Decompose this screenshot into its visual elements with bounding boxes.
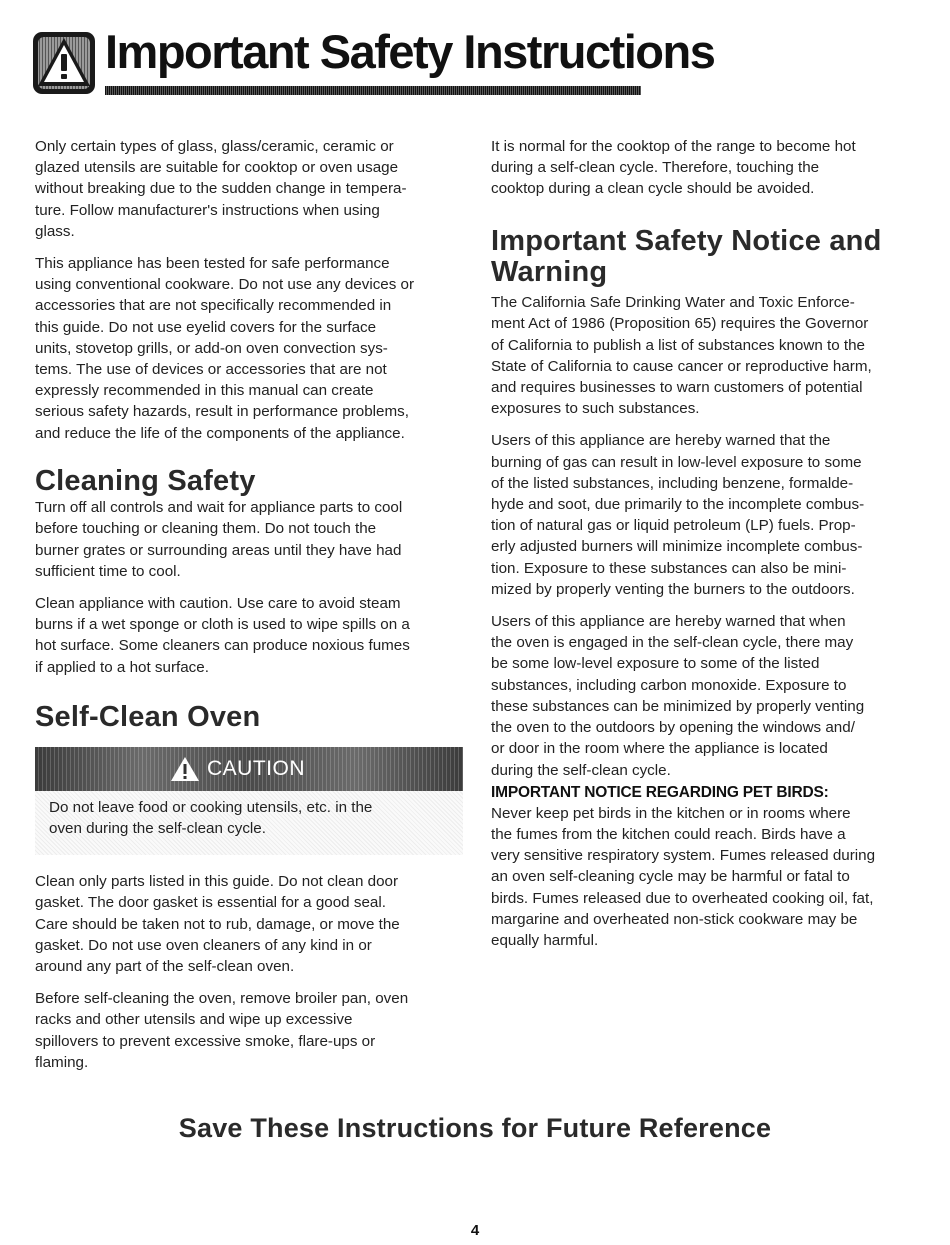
right-column [491,136,919,962]
section-heading-cleaning-safety: Cleaning Safety [35,464,256,497]
page-number: 4 [470,1222,480,1239]
page-header [33,25,715,98]
caution-body [35,791,463,855]
cleaning-safety-paragraph: Turn off all controls and wait for appliance parts to cool before touching or cleaning them. Do not touch the burner grates or surrounding areas until they have had sufficient time to cool. [35,499,403,580]
intro-paragraph-glass: Only certain types of glass, glass/ceramic, ceramic or glazed utensils are suitable for cooktop or oven usage without breaking due to the sudden change in tempera- ture. Follow manufacturer's instructions when using glass. [35,138,407,240]
warning-triangle-icon [33,32,95,94]
caution-text: Do not leave food or cooking utensils, etc. in the oven during the self-clean cycle. [49,799,373,838]
pet-birds-heading: IMPORTANT NOTICE REGARDING PET BIRDS: [491,783,829,801]
self-clean-paragraph: Clean only parts listed in this guide. Do not clean door gasket. The door gasket is essential for a good seal. Care should be taken not to rub, damage, or move the gasket. Do not use oven cleaners of any kind in or around any part of the self-clean oven. [35,873,400,975]
gas-exposure-paragraph: Users of this appliance are hereby warned that the burning of gas can result in low-level exposure to some of the listed substances, including benzene, formalde- hyde and soot, due primarily to the incomplete combus- tion of natural gas or liquid petroleum (LP) fuels. Prop- erly adjusted burners will minimize incomplete combus- tion. Exposure to these substances can also be mini- mized by properly venting the burners to the outdoors. [491,432,865,598]
intro-paragraph-cookware: This appliance has been tested for safe performance using conventional cookware. Do not use any devices or accessories that are not specifically recommended in this guide. Do not use eyelid covers for the surface units, stovetop grills, or add-on oven convection sys- tems. The use of devices or accessories that are not expressly recommended in this manual can create serious safety hazards, result in performance problems, and reduce the life of the components of the appliance. [35,255,415,442]
section-heading-safety-notice: Important Safety Notice and Warning [491,224,882,288]
caution-label: CAUTION [207,757,305,781]
footer-title: Save These Instructions for Future Reference [178,1113,772,1143]
page-title: Important Safety Instructions [105,25,715,78]
self-clean-paragraph: Before self-cleaning the oven, remove broiler pan, oven racks and other utensils and wipe up excessive spillovers to prevent excessive smoke, flare-ups or flaming. [35,990,409,1071]
pet-birds-paragraph: Never keep pet birds in the kitchen or in rooms where the fumes from the kitchen could reach. Birds have a very sensitive respiratory system. Fumes released during an oven self-cleaning cycle may be harmful or fatal to birds. Fumes released due to overheated cooking oil, fat, margarine and overheated non-stick cookware may be equally harmful. [491,804,876,949]
caution-banner [35,747,463,791]
caution-box [35,747,463,857]
title-underline-rule [105,86,641,95]
self-clean-exposure-paragraph: Users of this appliance are hereby warned that when the oven is engaged in the self-clean cycle, there may be some low-level exposure to some of the listed substances, including carbon monoxide. Exposure to these substances can be minimized by properly venting the oven to the outdoors by opening the windows and/ or door in the room where the appliance is located during the self-clean cycle. [491,613,865,779]
left-column [35,136,463,1084]
prop65-paragraph: The California Safe Drinking Water and Toxic Enforce- ment Act of 1986 (Proposition 65) requires the Governor of California to publish a list of substances known to the State of California to cause cancer or reproductive harm, and requires businesses to warn customers of potential exposures to such substances. [491,294,872,418]
section-heading-self-clean-oven: Self-Clean Oven [35,700,261,733]
caution-triangle-icon [170,756,200,782]
cooktop-hot-paragraph: It is normal for the cooktop of the range to become hot during a self-clean cycle. Therefore, touching the cooktop during a clean cycle should be avoided. [491,138,856,198]
cleaning-safety-paragraph: Clean appliance with caution. Use care to avoid steam burns if a wet sponge or cloth is used to wipe spills on a hot surface. Some cleaners can produce noxious fumes if applied to a hot surface. [35,594,410,676]
